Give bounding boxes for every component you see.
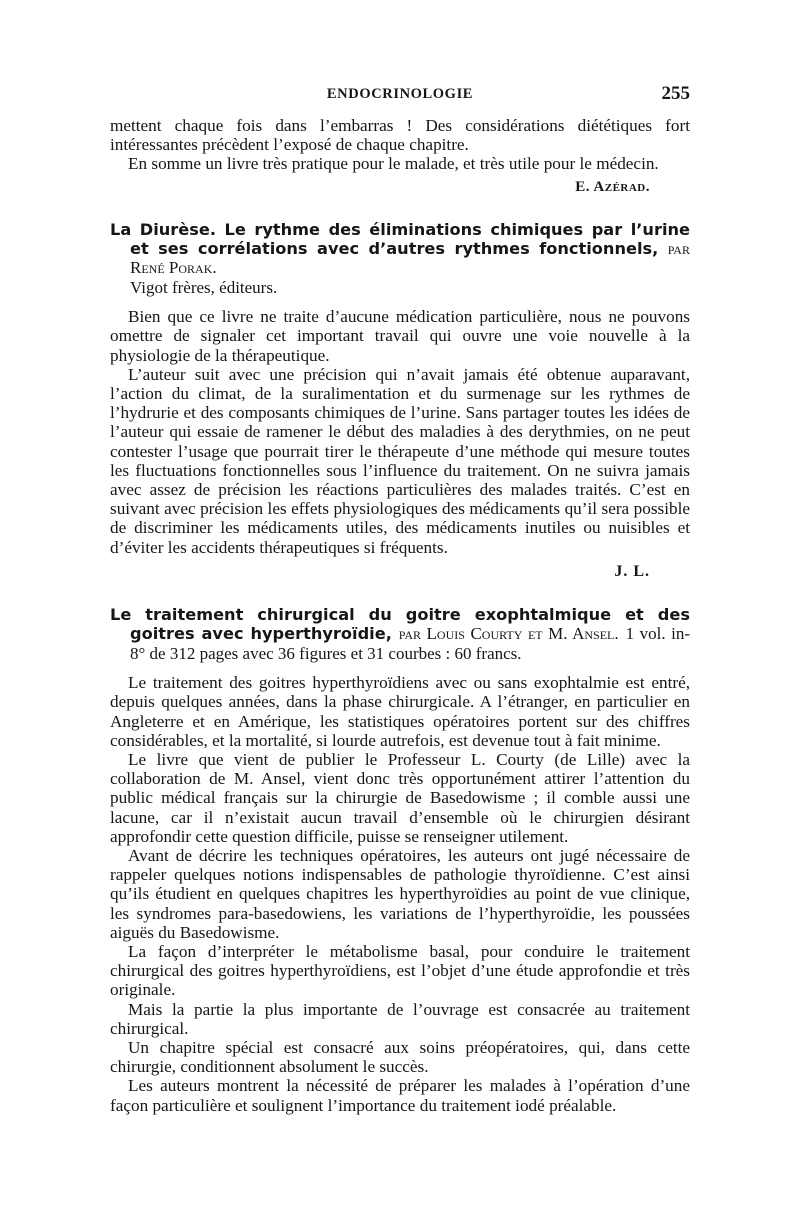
running-head [110, 83, 690, 108]
running-title: ENDOCRINOLOGIE [326, 86, 474, 102]
signature: J. L. [614, 562, 650, 580]
review-heading [110, 220, 690, 278]
review-details: 1 vol. in-8° de 312 pages avec 36 figures et 31 courbes : 60 francs. [130, 624, 690, 663]
review-title: La Diurèse. Le rythme des éliminations chimiques par l’urine et ses corrélations avec d’autres rythmes fonctionnels, [110, 219, 690, 259]
paragraph: Mais la partie la plus importante de l’ouvrage est consacrée au traitement chirurgical. [110, 999, 690, 1038]
paragraph: Le traitement des goitres hyperthyroïdiens avec ou sans exophtalmie est entré, depuis quelques années, dans la phase chirurgicale. A l’étranger, en particulier en Angleterre et en Amérique, les statistiques opératoires portent sur des chiffres considérables, et la mortalité, si lourde autrefois, est devenue tout à fait minime. [110, 673, 690, 750]
paragraph: Les auteurs montrent la nécessité de préparer les malades à l’opération d’une façon particulière et soulignent l’importance du traitement iodé préalable. [110, 1076, 690, 1115]
paragraph: Avant de décrire les techniques opératoires, les auteurs ont jugé nécessaire de rappeler quelques notions indispensables de pathologie thyroïdienne. C’est ainsi qu’ils étudient en quelques chapitres les hyperthyroïdies au point de vue clinique, les syndromes para-basedowiens, les variations de l’hyperthyroïdie, les poussées aiguës du Basedowisme. [110, 845, 690, 942]
page-number: 255 [661, 83, 690, 104]
review-publisher: Vigot frères, éditeurs. [130, 277, 278, 297]
review-title: Le traitement chirurgical du goitre exophtalmique et des goitres avec hyperthyroïdie, [110, 604, 690, 644]
paragraph: La façon d’interpréter le métabolisme basal, pour conduire le traitement chirurgical des goitres hyperthyroïdiens, est l’objet d’une étude approfondie et très originale. [110, 941, 690, 1000]
review-author: par Louis Courty et M. Ansel. [398, 624, 619, 644]
review-author: par René Porak. [130, 239, 690, 278]
paragraph: L’auteur suit avec une précision qui n’avait jamais été obtenue auparavant, l’action du climat, de la suralimentation et du surmenage sur les rythmes de l’hydrurie et des composants chimiques de l’urine. Sans partager toutes les idées de l’auteur qui essaie de ramener le début des maladies à des derythmies, on ne peut contester l’usage que pourrait tirer le thérapeute d’une méthode qui mesure toutes les fluctuations fonctionnelles sous l’influence du traitement. On ne suivra jamais avec assez de précision les réactions particulières des malades traités. C’est en suivant avec précision les effets physiologiques des médicaments qu’il sera possible de discriminer les médicaments utiles, des médicaments inutiles ou nuisibles et d’éviter les accidents thérapeutiques si fréquents. [110, 364, 690, 557]
review-heading [110, 605, 690, 663]
paragraph: mettent chaque fois dans l’embarras ! Des considérations diététiques fort intéressantes précèdent l’exposé de chaque chapitre. [110, 116, 690, 155]
paragraph: Bien que ce livre ne traite d’aucune médication particulière, nous ne pouvons omettre de signaler cet important travail qui ouvre une voie nouvelle à la physiologie de la thérapeutique. [110, 307, 690, 365]
paragraph: Le livre que vient de publier le Professeur L. Courty (de Lille) avec la collaboration de M. Ansel, vient donc très opportunément attirer l’attention du public médical français sur la chirurgie de Basedowisme ; il comble aussi une lacune, car il n’existait aucun travail d’ensemble où le chirurgien désirant approfondir cette question difficile, puisse se renseigner utilement. [110, 749, 690, 846]
page-body [110, 116, 690, 1115]
paragraph: En somme un livre très pratique pour le malade, et très utile pour le médecin. [128, 154, 659, 174]
signature: E. Azérad. [575, 178, 650, 195]
paragraph: Un chapitre spécial est consacré aux soins préopératoires, qui, dans cette chirurgie, conditionnent absolument le succès. [110, 1037, 690, 1077]
